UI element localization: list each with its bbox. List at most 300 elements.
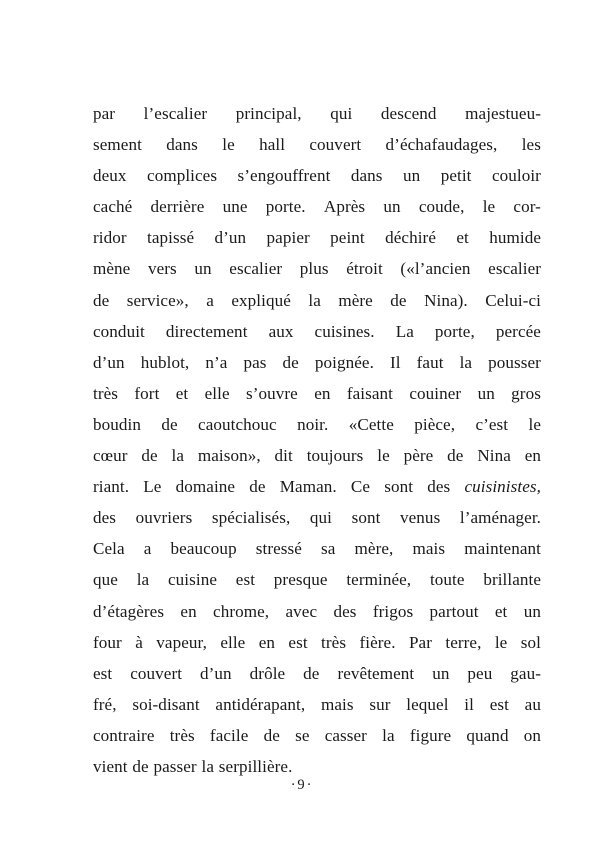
word-space xyxy=(282,253,300,284)
word-space xyxy=(118,564,137,595)
word: au xyxy=(524,694,541,714)
word: terminée, xyxy=(346,570,412,590)
word-space xyxy=(130,253,148,284)
word: mais xyxy=(321,694,354,714)
word: hall xyxy=(259,135,286,155)
word-space xyxy=(465,564,484,595)
word: Le xyxy=(143,477,162,497)
word: qui xyxy=(309,508,332,528)
word: père xyxy=(403,446,434,466)
word-space xyxy=(401,191,419,222)
text-line xyxy=(93,378,541,409)
word-space xyxy=(310,720,325,751)
word-space xyxy=(266,471,280,502)
word-space xyxy=(195,720,210,751)
word-space xyxy=(127,222,147,253)
word-space xyxy=(337,471,351,502)
word-space xyxy=(116,502,136,533)
word-space xyxy=(129,471,143,502)
word: sont xyxy=(384,477,414,497)
word: Maman. xyxy=(279,477,337,497)
word-space xyxy=(158,440,172,471)
word-space xyxy=(164,596,180,627)
word-space xyxy=(367,720,382,751)
word-space xyxy=(374,347,390,378)
word-space xyxy=(127,160,147,191)
word-space xyxy=(390,440,404,471)
text-line xyxy=(93,98,541,129)
word-space xyxy=(449,658,467,689)
word: en xyxy=(180,601,197,621)
word: stressé xyxy=(255,539,302,559)
text-line xyxy=(93,689,541,720)
word: Nina). xyxy=(424,290,468,310)
word: venus xyxy=(400,508,441,528)
word-space xyxy=(436,222,456,253)
word: figure xyxy=(409,725,452,745)
text-line xyxy=(93,347,541,378)
word: de xyxy=(263,725,280,745)
word: un xyxy=(477,383,495,403)
word: le xyxy=(528,414,542,434)
word: fort xyxy=(134,383,160,403)
word-space xyxy=(255,564,274,595)
word: de xyxy=(161,414,178,434)
word-space xyxy=(204,191,222,222)
word-space xyxy=(142,129,166,160)
word-space xyxy=(468,285,485,316)
word: complices xyxy=(147,166,218,186)
word: descend xyxy=(380,104,437,123)
word-space xyxy=(189,347,205,378)
word: hublot, xyxy=(140,352,190,372)
word-space xyxy=(197,596,213,627)
word: dit xyxy=(274,446,293,466)
word: maison», xyxy=(197,446,261,466)
word: dans xyxy=(350,166,383,186)
word: un xyxy=(523,601,541,621)
word: par xyxy=(93,104,116,123)
word-space xyxy=(302,533,321,564)
word: c’est xyxy=(475,414,509,434)
word-space xyxy=(294,316,315,347)
word-space xyxy=(207,627,220,658)
word: couloir xyxy=(491,166,541,186)
word: sont xyxy=(351,508,381,528)
word: d’un xyxy=(93,352,125,372)
word: riant. xyxy=(93,477,130,497)
word: gau- xyxy=(510,663,542,683)
word: faisant xyxy=(346,383,394,403)
word-space xyxy=(109,285,126,316)
word-space xyxy=(306,191,324,222)
word: spécialisés, xyxy=(211,508,291,528)
word-space xyxy=(474,689,490,720)
word-space xyxy=(365,222,385,253)
word-space xyxy=(125,533,144,564)
word: il xyxy=(464,694,474,714)
word-space xyxy=(444,347,460,378)
word: est xyxy=(288,632,308,652)
word: le xyxy=(494,632,508,652)
word-space xyxy=(261,440,275,471)
word-space xyxy=(508,409,528,440)
word: principal, xyxy=(235,104,302,123)
word: facile xyxy=(209,725,249,745)
word-space xyxy=(200,689,216,720)
word: noir. xyxy=(297,414,329,434)
word: vapeur, xyxy=(156,632,207,652)
word-space xyxy=(319,658,337,689)
word: boudin xyxy=(93,414,141,434)
word: cœur xyxy=(93,446,128,466)
word-space xyxy=(365,191,383,222)
word: d’étagères xyxy=(93,601,165,621)
word-space xyxy=(217,564,236,595)
word: passer xyxy=(153,756,197,776)
word: la xyxy=(171,446,184,466)
word: sur xyxy=(369,694,391,714)
word: caché xyxy=(93,197,133,217)
word-space xyxy=(248,191,266,222)
word: chrome, xyxy=(213,601,270,621)
word-space xyxy=(361,129,385,160)
word-space xyxy=(437,98,466,129)
text-line xyxy=(93,253,541,284)
word: drôle xyxy=(249,663,286,683)
word-space xyxy=(161,471,175,502)
word: que xyxy=(93,570,118,590)
word-space xyxy=(509,689,525,720)
word: maintenant xyxy=(464,539,542,559)
text-line xyxy=(93,316,541,347)
word: Celui-ci xyxy=(485,290,541,310)
word: ouvriers xyxy=(135,508,193,528)
word-space xyxy=(302,98,331,129)
word-space xyxy=(391,689,407,720)
word: «Cette xyxy=(348,414,394,434)
word: couiner xyxy=(409,383,462,403)
word-space xyxy=(445,533,464,564)
word: un xyxy=(402,166,421,186)
word: cor- xyxy=(513,197,541,217)
word: deux xyxy=(93,166,127,186)
word-space xyxy=(461,378,477,409)
word: tapissé xyxy=(147,228,195,248)
word-space xyxy=(298,378,314,409)
word: terre, xyxy=(445,632,482,652)
word-space xyxy=(393,533,412,564)
word-space xyxy=(433,440,447,471)
word: n’a xyxy=(205,352,228,372)
word-space xyxy=(352,98,381,129)
word: un xyxy=(383,197,401,217)
word-space xyxy=(420,160,440,191)
text-line xyxy=(93,658,541,689)
word-space xyxy=(227,347,243,378)
word: dans xyxy=(166,135,198,155)
word: très xyxy=(93,383,119,403)
word-space xyxy=(411,564,430,595)
word-space xyxy=(357,596,373,627)
word: un xyxy=(432,663,450,683)
word: fré, xyxy=(93,694,117,714)
text-line xyxy=(93,409,541,440)
word-space xyxy=(413,596,429,627)
word: de xyxy=(93,290,110,310)
word: quand xyxy=(466,725,509,745)
text-line xyxy=(93,502,541,533)
word: étroit xyxy=(346,259,383,279)
word: elle xyxy=(220,632,246,652)
word: se xyxy=(295,725,310,745)
word: domaine xyxy=(175,477,236,497)
word-space xyxy=(495,378,511,409)
text-line xyxy=(93,720,541,751)
word: est xyxy=(93,663,113,683)
word: pousser xyxy=(488,352,541,372)
word-space xyxy=(248,720,263,751)
word: poignée. xyxy=(314,352,374,372)
word: serpillière. xyxy=(218,756,293,776)
word: Cela xyxy=(93,539,125,559)
word: l’aménager. xyxy=(459,508,542,528)
word: des xyxy=(427,477,451,497)
word: une xyxy=(222,197,248,217)
word-space xyxy=(393,378,409,409)
word: avec xyxy=(285,601,318,621)
word-space xyxy=(509,720,524,751)
word: cuisine xyxy=(167,570,218,590)
word-space xyxy=(117,689,133,720)
word-space xyxy=(401,347,417,378)
word: on xyxy=(523,725,542,745)
word: d’échafaudages, xyxy=(385,135,498,155)
word: et xyxy=(494,601,508,621)
word: et xyxy=(456,228,469,248)
word-space xyxy=(192,502,212,533)
word-space xyxy=(328,409,348,440)
word: frigos xyxy=(372,601,414,621)
word-space xyxy=(363,440,377,471)
word: contraire xyxy=(93,725,155,745)
word: l’escalier xyxy=(143,104,208,123)
word: antidérapant, xyxy=(215,694,306,714)
word-space xyxy=(122,627,135,658)
word-space xyxy=(275,627,288,658)
word-space xyxy=(188,378,204,409)
word: très xyxy=(169,725,195,745)
word: sa xyxy=(321,539,336,559)
word: plus xyxy=(299,259,329,279)
word-space xyxy=(479,596,495,627)
word: de xyxy=(447,446,464,466)
word-space xyxy=(507,627,520,658)
word: escalier xyxy=(229,259,283,279)
word-space xyxy=(449,689,465,720)
word: vers xyxy=(147,259,177,279)
word-space xyxy=(440,502,460,533)
word-space xyxy=(472,160,492,191)
word-space xyxy=(178,409,198,440)
word-space xyxy=(177,253,195,284)
word: pièce, xyxy=(414,414,456,434)
word: couvert xyxy=(309,135,362,155)
text-line xyxy=(93,440,541,471)
word-space xyxy=(370,471,384,502)
word-space xyxy=(413,471,427,502)
word-space xyxy=(395,720,410,751)
page-folio xyxy=(0,775,604,795)
word: le xyxy=(222,135,235,155)
word-space xyxy=(143,627,156,658)
word-space xyxy=(128,440,142,471)
word: cuisines. xyxy=(314,321,375,341)
word: peint xyxy=(330,228,365,248)
text-line xyxy=(93,129,541,160)
word-space xyxy=(346,627,359,658)
word: gros xyxy=(511,383,541,403)
word: revêtement xyxy=(337,663,415,683)
word: la xyxy=(308,290,321,310)
word-space xyxy=(414,658,432,689)
word-space xyxy=(132,191,150,222)
word-space xyxy=(432,627,445,658)
word: le xyxy=(482,197,496,217)
word: à xyxy=(135,632,143,652)
word-space xyxy=(492,658,510,689)
word: ridor xyxy=(93,228,127,248)
word-space xyxy=(373,285,390,316)
word-space xyxy=(321,285,338,316)
word: cuisinistes, xyxy=(464,477,541,497)
word: s’ouvre xyxy=(245,383,298,403)
word-space xyxy=(184,440,198,471)
word: Par xyxy=(408,632,432,652)
word-space xyxy=(194,222,214,253)
word-space xyxy=(269,596,285,627)
word-space xyxy=(332,502,352,533)
word-space xyxy=(305,689,321,720)
word-space xyxy=(198,129,222,160)
word: derrière xyxy=(150,197,205,217)
word-space xyxy=(217,160,237,191)
word: la xyxy=(382,725,395,745)
word-space xyxy=(277,409,297,440)
word-space xyxy=(329,253,347,284)
word: de xyxy=(390,290,407,310)
word: aux xyxy=(268,321,294,341)
word-space xyxy=(511,440,525,471)
text-line xyxy=(93,533,541,564)
word-space xyxy=(328,564,347,595)
word: porte, xyxy=(434,321,475,341)
word-space xyxy=(115,98,144,129)
word-space xyxy=(149,564,168,595)
word: en xyxy=(524,446,542,466)
word-space xyxy=(383,253,401,284)
word: vient xyxy=(93,756,128,776)
word: les xyxy=(521,135,541,155)
word: four xyxy=(93,632,122,652)
word-space xyxy=(299,347,315,378)
word: toute xyxy=(429,570,465,590)
word: presque xyxy=(273,570,328,590)
text-line xyxy=(93,160,541,191)
text-line xyxy=(93,596,541,627)
word: escalier xyxy=(488,259,542,279)
word-space xyxy=(383,160,403,191)
word-space xyxy=(189,285,206,316)
word: fière. xyxy=(359,632,396,652)
word: des xyxy=(333,601,357,621)
word-space xyxy=(472,347,488,378)
word-space xyxy=(375,316,396,347)
text-line xyxy=(93,222,541,253)
word: couvert xyxy=(130,663,183,683)
word: d’un xyxy=(200,663,232,683)
word: faut xyxy=(416,352,444,372)
word: le xyxy=(377,446,390,466)
word: beaucoup xyxy=(170,539,237,559)
word: («l’ancien xyxy=(400,259,471,279)
word-space xyxy=(481,627,494,658)
word-space xyxy=(112,658,130,689)
word: très xyxy=(321,632,347,652)
word: peu xyxy=(467,663,493,683)
word: mais xyxy=(412,539,446,559)
word-space xyxy=(118,378,134,409)
word: s’engouffrent xyxy=(237,166,331,186)
word: service», xyxy=(126,290,189,310)
word: la xyxy=(459,352,473,372)
word-space xyxy=(290,502,310,533)
word-space xyxy=(310,222,330,253)
word: est xyxy=(489,694,509,714)
word-space xyxy=(212,253,230,284)
word-space xyxy=(407,285,424,316)
word-space xyxy=(335,533,354,564)
word-space xyxy=(450,471,464,502)
word-space xyxy=(469,222,489,253)
word-space xyxy=(214,285,231,316)
word: déchiré xyxy=(385,228,437,248)
word-space xyxy=(235,129,259,160)
word-space xyxy=(495,191,513,222)
word: directement xyxy=(165,321,248,341)
word-space xyxy=(308,627,321,658)
word-space xyxy=(291,285,308,316)
word-space xyxy=(463,440,477,471)
word: un xyxy=(194,259,212,279)
word: elle xyxy=(204,383,230,403)
word-space xyxy=(280,720,295,751)
word-space xyxy=(207,98,236,129)
word: qui xyxy=(330,104,353,123)
word-space xyxy=(232,658,250,689)
word: a xyxy=(206,290,214,310)
word-space xyxy=(151,533,170,564)
word-space xyxy=(317,596,333,627)
word-space xyxy=(464,191,482,222)
word: papier xyxy=(266,228,310,248)
word: de xyxy=(249,477,266,497)
word: Après xyxy=(323,197,366,217)
word-space xyxy=(141,409,161,440)
word-space xyxy=(230,378,246,409)
word: brillante xyxy=(483,570,542,590)
word-space xyxy=(285,658,303,689)
